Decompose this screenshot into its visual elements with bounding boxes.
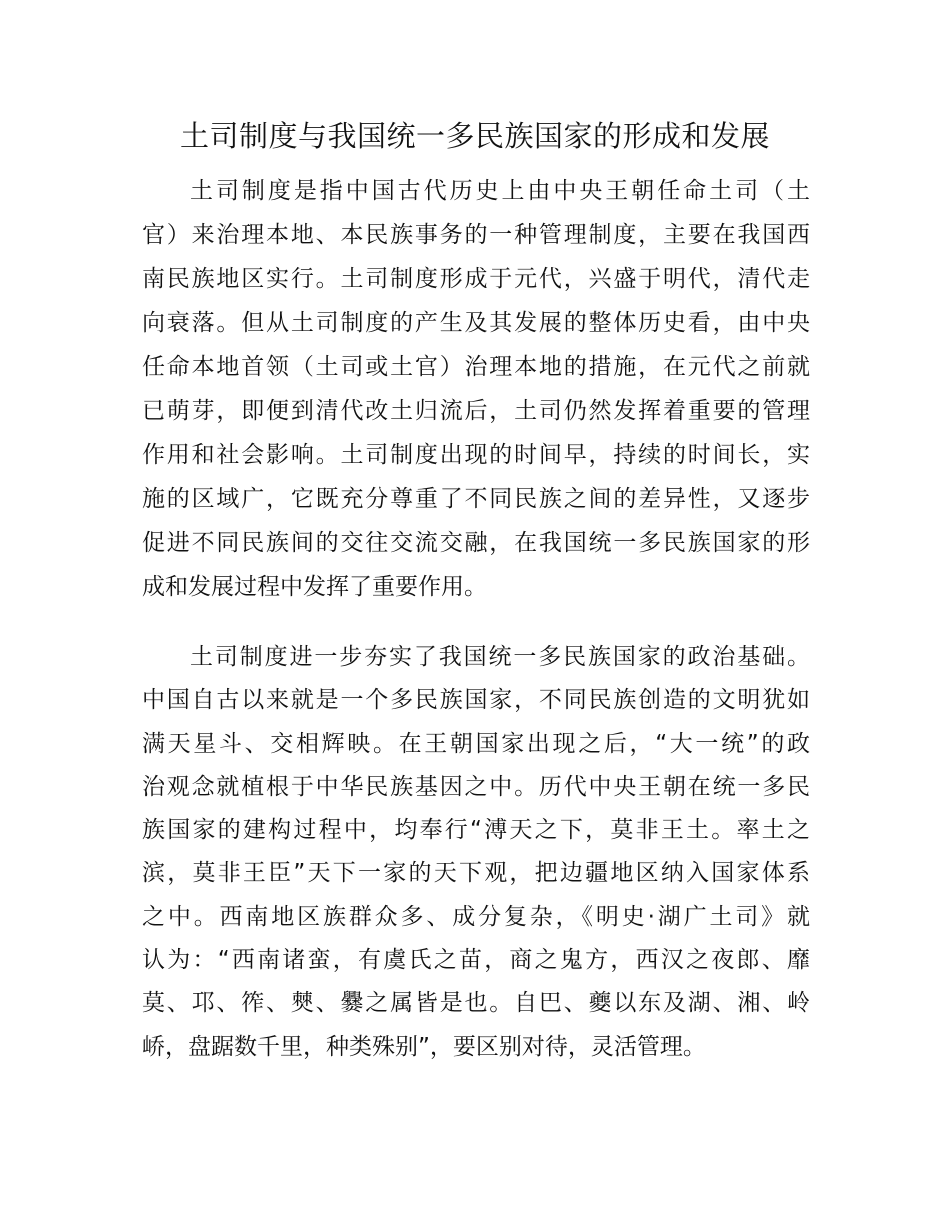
text-line: 任命本地首领（土司或土官）治理本地的措施，在元代之前就 [142, 354, 810, 380]
text-line: 成和发展过程中发挥了重要作用。 [142, 574, 487, 600]
text-line: 南民族地区实行。土司制度形成于元代，兴盛于明代，清代走 [142, 266, 810, 292]
text-line: 族国家的建构过程中，均奉行“溥天之下，莫非王土。率土之 [142, 817, 810, 844]
text-line: 之中。西南地区族群众多、成分复杂，《明史·湖广土司》就 [142, 903, 810, 930]
text-line: 土司制度是指中国古代历史上由中央王朝任命土司（土 [190, 178, 810, 204]
text-line: 满天星斗、交相辉映。在王朝国家出现之后，“大一统”的政 [142, 730, 810, 757]
text-line: 作用和社会影响。土司制度出现的时间早，持续的时间长，实 [142, 442, 810, 468]
text-line: 峤，盘踞数千里，种类殊别”，要区别对待，灵活管理。 [142, 1033, 706, 1060]
text-line: 治观念就植根于中华民族基因之中。历代中央王朝在统一多民 [142, 773, 810, 800]
text-line: 中国自古以来就是一个多民族国家，不同民族创造的文明犹如 [142, 687, 810, 714]
document-title: 土司制度与我国统一多民族国家的形成和发展 [179, 119, 770, 153]
text-line: 向衰落。但从土司制度的产生及其发展的整体历史看，由中央 [142, 310, 810, 336]
text-line: 施的区域广，它既充分尊重了不同民族之间的差异性，又逐步 [142, 486, 810, 512]
text-line: 官）来治理本地、本民族事务的一种管理制度，主要在我国西 [142, 222, 810, 248]
paragraph-2 [142, 636, 810, 1069]
paragraph-1 [142, 169, 810, 609]
text-line: 已萌芽，即便到清代改土归流后，土司仍然发挥着重要的管理 [142, 398, 810, 424]
text-line: 莫、邛、筰、僰、爨之属皆是也。自巴、夔以东及湖、湘、岭 [142, 990, 810, 1017]
text-line: 土司制度进一步夯实了我国统一多民族国家的政治基础。 [190, 644, 810, 670]
text-line: 促进不同民族间的交往交流交融，在我国统一多民族国家的形 [142, 530, 810, 556]
text-line: 认为：“西南诸蛮，有虞氏之苗，商之鬼方，西汉之夜郎、靡 [142, 947, 810, 974]
text-line: 滨，莫非王臣”天下一家的天下观，把边疆地区纳入国家体系 [142, 860, 810, 887]
